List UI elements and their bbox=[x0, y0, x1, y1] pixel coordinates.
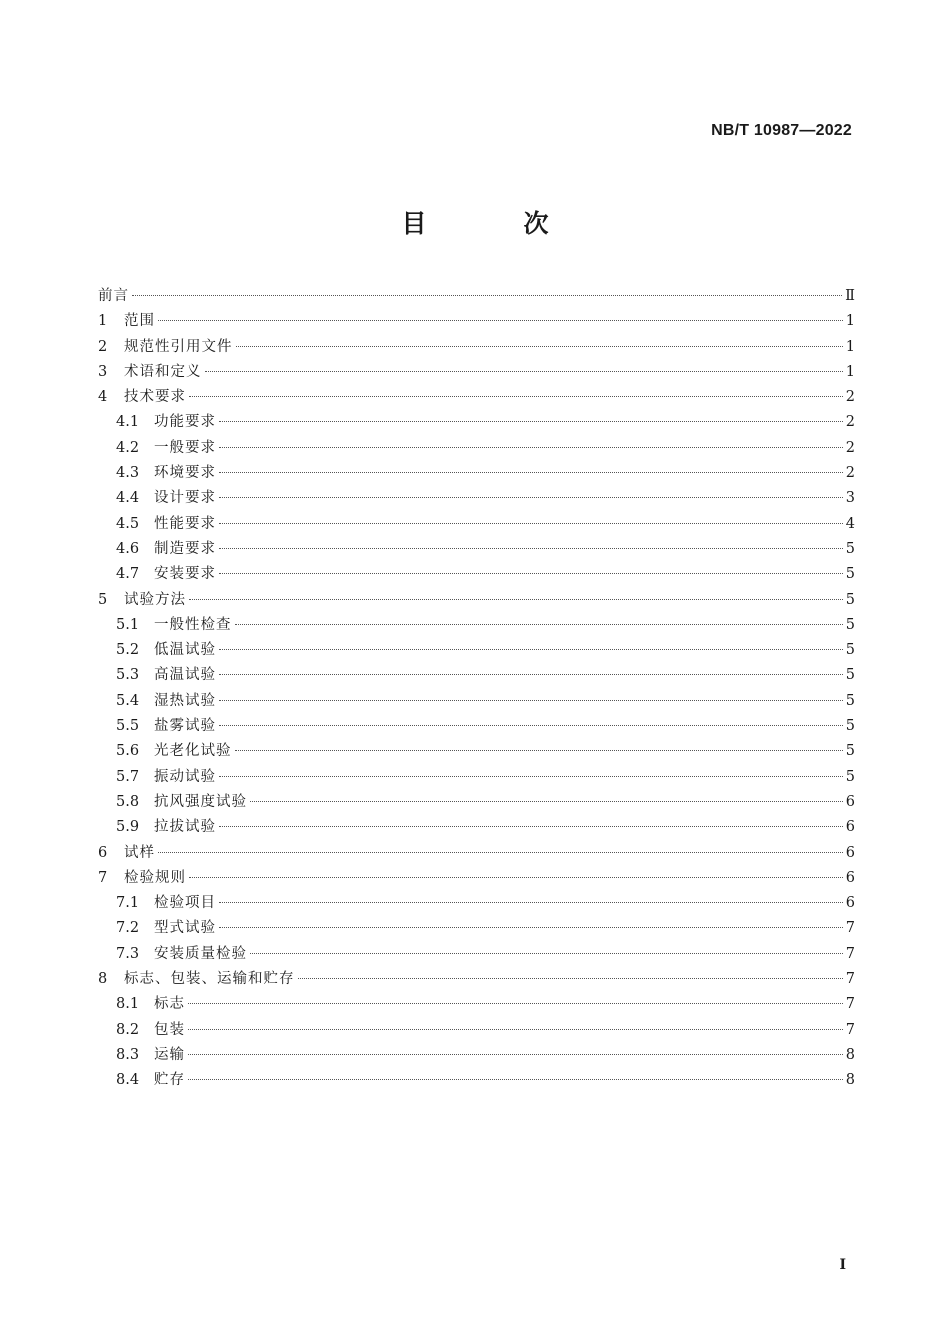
toc-entry-page: 5 bbox=[845, 692, 855, 709]
toc-entry-label: 型式试验 bbox=[154, 920, 216, 937]
toc-entry-label: 一般性检查 bbox=[154, 616, 232, 633]
toc-entry-number: 7 bbox=[98, 869, 108, 886]
toc-entry[interactable] bbox=[98, 309, 855, 334]
toc-entry-number: 8 bbox=[98, 971, 108, 988]
toc-entry[interactable] bbox=[98, 613, 855, 638]
toc-entry[interactable] bbox=[98, 1068, 855, 1093]
toc-entry-page: 2 bbox=[845, 414, 855, 431]
toc-entry[interactable] bbox=[98, 335, 855, 360]
toc-entry[interactable] bbox=[98, 815, 855, 840]
dot-leader bbox=[158, 320, 843, 321]
dot-leader bbox=[219, 548, 843, 549]
toc-entry-page: 7 bbox=[845, 1021, 855, 1038]
toc-entry-label: 检验规则 bbox=[124, 869, 186, 886]
toc-entry-page: 8 bbox=[845, 1072, 855, 1089]
toc-entry-page: Ⅱ bbox=[845, 288, 855, 304]
toc-entry-page: 1 bbox=[845, 338, 855, 355]
toc-entry-page: 6 bbox=[845, 819, 855, 836]
dot-leader bbox=[219, 421, 843, 422]
toc-entry-page: 8 bbox=[845, 1046, 855, 1063]
dot-leader bbox=[219, 927, 843, 928]
toc-entry-number: 8.1 bbox=[116, 996, 140, 1013]
toc-entry-label: 安装质量检验 bbox=[154, 945, 247, 962]
toc-entry-label: 贮存 bbox=[154, 1072, 185, 1089]
toc-entry[interactable] bbox=[98, 284, 855, 309]
dot-leader bbox=[298, 978, 843, 979]
toc-entry-label: 前言 bbox=[98, 288, 129, 304]
dot-leader bbox=[235, 624, 843, 625]
toc-entry-page: 4 bbox=[845, 515, 855, 532]
dot-leader bbox=[250, 953, 843, 954]
toc-entry-label: 设计要求 bbox=[154, 490, 216, 507]
toc-entry[interactable] bbox=[98, 765, 855, 790]
dot-leader bbox=[219, 674, 843, 675]
dot-leader bbox=[189, 599, 843, 600]
toc-entry-page: 1 bbox=[845, 313, 855, 330]
toc-entry[interactable] bbox=[98, 663, 855, 688]
toc-entry-number: 4.7 bbox=[116, 566, 140, 583]
toc-entry-number: 4.5 bbox=[116, 515, 140, 532]
toc-entry[interactable] bbox=[98, 410, 855, 435]
toc-entry[interactable] bbox=[98, 739, 855, 764]
toc-entry-page: 5 bbox=[845, 768, 855, 785]
toc-entry-page: 3 bbox=[845, 490, 855, 507]
toc-entry-label: 光老化试验 bbox=[154, 743, 232, 760]
toc-entry-label: 包装 bbox=[154, 1021, 185, 1038]
dot-leader bbox=[219, 573, 843, 574]
toc-entry-label: 制造要求 bbox=[154, 540, 216, 557]
toc-entry-label: 拉拔试验 bbox=[154, 819, 216, 836]
dot-leader bbox=[132, 295, 842, 296]
toc-entry-number: 7.1 bbox=[116, 895, 140, 912]
dot-leader bbox=[219, 776, 843, 777]
toc-entry-page: 5 bbox=[845, 616, 855, 633]
toc-entry[interactable] bbox=[98, 588, 855, 613]
toc-entry-label: 运输 bbox=[154, 1046, 185, 1063]
toc-entry-label: 盐雾试验 bbox=[154, 718, 216, 735]
toc-entry[interactable] bbox=[98, 992, 855, 1017]
dot-leader bbox=[219, 725, 843, 726]
dot-leader bbox=[188, 1079, 843, 1080]
dot-leader bbox=[219, 826, 843, 827]
toc-entry-page: 2 bbox=[845, 465, 855, 482]
toc-entry-label: 技术要求 bbox=[124, 389, 186, 406]
toc-entry[interactable] bbox=[98, 360, 855, 385]
toc-entry-label: 检验项目 bbox=[154, 895, 216, 912]
toc-entry-page: 2 bbox=[845, 439, 855, 456]
toc-entry-number: 2 bbox=[98, 338, 108, 355]
dot-leader bbox=[188, 1003, 843, 1004]
toc-entry-label: 环境要求 bbox=[154, 465, 216, 482]
toc-entry-label: 功能要求 bbox=[154, 414, 216, 431]
toc-entry-page: 1 bbox=[845, 363, 855, 380]
dot-leader bbox=[219, 649, 843, 650]
toc-entry[interactable] bbox=[98, 512, 855, 537]
toc-entry-number: 8.3 bbox=[116, 1046, 140, 1063]
toc-entry[interactable] bbox=[98, 942, 855, 967]
toc-entry-label: 术语和定义 bbox=[124, 363, 202, 380]
dot-leader bbox=[219, 523, 843, 524]
toc-entry-number: 5 bbox=[98, 591, 108, 608]
table-of-contents bbox=[98, 284, 855, 1094]
toc-entry[interactable] bbox=[98, 537, 855, 562]
toc-entry-label: 试样 bbox=[124, 844, 155, 861]
dot-leader bbox=[188, 1029, 843, 1030]
toc-entry[interactable] bbox=[98, 891, 855, 916]
toc-entry[interactable] bbox=[98, 866, 855, 891]
toc-entry-number: 7.2 bbox=[116, 920, 140, 937]
toc-entry-page: 5 bbox=[845, 566, 855, 583]
toc-entry-number: 5.1 bbox=[116, 616, 140, 633]
toc-entry-label: 试验方法 bbox=[124, 591, 186, 608]
toc-entry-page: 5 bbox=[845, 591, 855, 608]
toc-entry-number: 1 bbox=[98, 313, 108, 330]
toc-entry-page: 5 bbox=[845, 667, 855, 684]
page-title: 目 次 bbox=[401, 209, 585, 238]
toc-entry-page: 5 bbox=[845, 718, 855, 735]
toc-entry-number: 5.3 bbox=[116, 667, 140, 684]
toc-entry-number: 4.3 bbox=[116, 465, 140, 482]
toc-entry-label: 安装要求 bbox=[154, 566, 216, 583]
toc-entry-page: 6 bbox=[845, 844, 855, 861]
toc-entry-page: 5 bbox=[845, 642, 855, 659]
toc-entry[interactable] bbox=[98, 1043, 855, 1068]
toc-entry-label: 标志、包装、运输和贮存 bbox=[124, 971, 295, 988]
toc-entry-label: 抗风强度试验 bbox=[154, 793, 247, 810]
toc-entry-number: 8.2 bbox=[116, 1021, 140, 1038]
toc-entry-label: 湿热试验 bbox=[154, 692, 216, 709]
toc-entry-page: 7 bbox=[845, 920, 855, 937]
dot-leader bbox=[219, 472, 843, 473]
toc-entry-number: 4 bbox=[98, 389, 108, 406]
toc-entry[interactable] bbox=[98, 461, 855, 486]
toc-entry-label: 规范性引用文件 bbox=[124, 338, 233, 355]
toc-entry-number: 5.9 bbox=[116, 819, 140, 836]
dot-leader bbox=[205, 371, 843, 372]
toc-entry[interactable] bbox=[98, 638, 855, 663]
toc-entry[interactable] bbox=[98, 841, 855, 866]
toc-entry-page: 5 bbox=[845, 743, 855, 760]
toc-entry-label: 低温试验 bbox=[154, 642, 216, 659]
toc-entry-page: 6 bbox=[845, 895, 855, 912]
toc-entry-label: 标志 bbox=[154, 996, 185, 1013]
dot-leader bbox=[188, 1054, 843, 1055]
dot-leader bbox=[235, 750, 843, 751]
dot-leader bbox=[219, 447, 843, 448]
toc-entry[interactable] bbox=[98, 486, 855, 511]
toc-entry[interactable] bbox=[98, 436, 855, 461]
dot-leader bbox=[219, 497, 843, 498]
dot-leader bbox=[250, 801, 843, 802]
toc-entry-number: 4.4 bbox=[116, 490, 140, 507]
toc-entry-number: 5.5 bbox=[116, 718, 140, 735]
toc-entry-page: 7 bbox=[845, 996, 855, 1013]
toc-entry[interactable] bbox=[98, 967, 855, 992]
toc-entry-number: 5.7 bbox=[116, 768, 140, 785]
standard-code: NB/T 10987—2022 bbox=[711, 122, 852, 139]
toc-entry-label: 振动试验 bbox=[154, 768, 216, 785]
toc-entry-number: 4.1 bbox=[116, 414, 140, 431]
toc-entry-number: 7.3 bbox=[116, 945, 140, 962]
toc-entry[interactable] bbox=[98, 1018, 855, 1043]
page-number: I bbox=[839, 1257, 846, 1273]
dot-leader bbox=[189, 877, 843, 878]
toc-entry[interactable] bbox=[98, 562, 855, 587]
toc-entry-page: 2 bbox=[845, 389, 855, 406]
toc-entry-number: 5.6 bbox=[116, 743, 140, 760]
toc-entry-number: 3 bbox=[98, 363, 108, 380]
toc-entry-label: 范围 bbox=[124, 313, 155, 330]
toc-entry-label: 性能要求 bbox=[154, 515, 216, 532]
toc-entry[interactable] bbox=[98, 689, 855, 714]
toc-entry-number: 8.4 bbox=[116, 1072, 140, 1089]
dot-leader bbox=[158, 852, 843, 853]
toc-entry-page: 5 bbox=[845, 540, 855, 557]
dot-leader bbox=[189, 396, 843, 397]
toc-entry-number: 5.2 bbox=[116, 642, 140, 659]
toc-entry-label: 一般要求 bbox=[154, 439, 216, 456]
toc-entry-number: 4.6 bbox=[116, 540, 140, 557]
toc-entry[interactable] bbox=[98, 916, 855, 941]
toc-entry[interactable] bbox=[98, 790, 855, 815]
toc-entry-number: 4.2 bbox=[116, 439, 140, 456]
dot-leader bbox=[219, 700, 843, 701]
dot-leader bbox=[219, 902, 843, 903]
toc-entry-label: 高温试验 bbox=[154, 667, 216, 684]
toc-entry-number: 5.4 bbox=[116, 692, 140, 709]
toc-entry-page: 7 bbox=[845, 945, 855, 962]
toc-entry[interactable] bbox=[98, 714, 855, 739]
toc-entry[interactable] bbox=[98, 385, 855, 410]
toc-entry-number: 5.8 bbox=[116, 793, 140, 810]
toc-entry-page: 6 bbox=[845, 869, 855, 886]
toc-entry-number: 6 bbox=[98, 844, 108, 861]
dot-leader bbox=[236, 346, 843, 347]
toc-entry-page: 6 bbox=[845, 793, 855, 810]
toc-entry-page: 7 bbox=[845, 971, 855, 988]
